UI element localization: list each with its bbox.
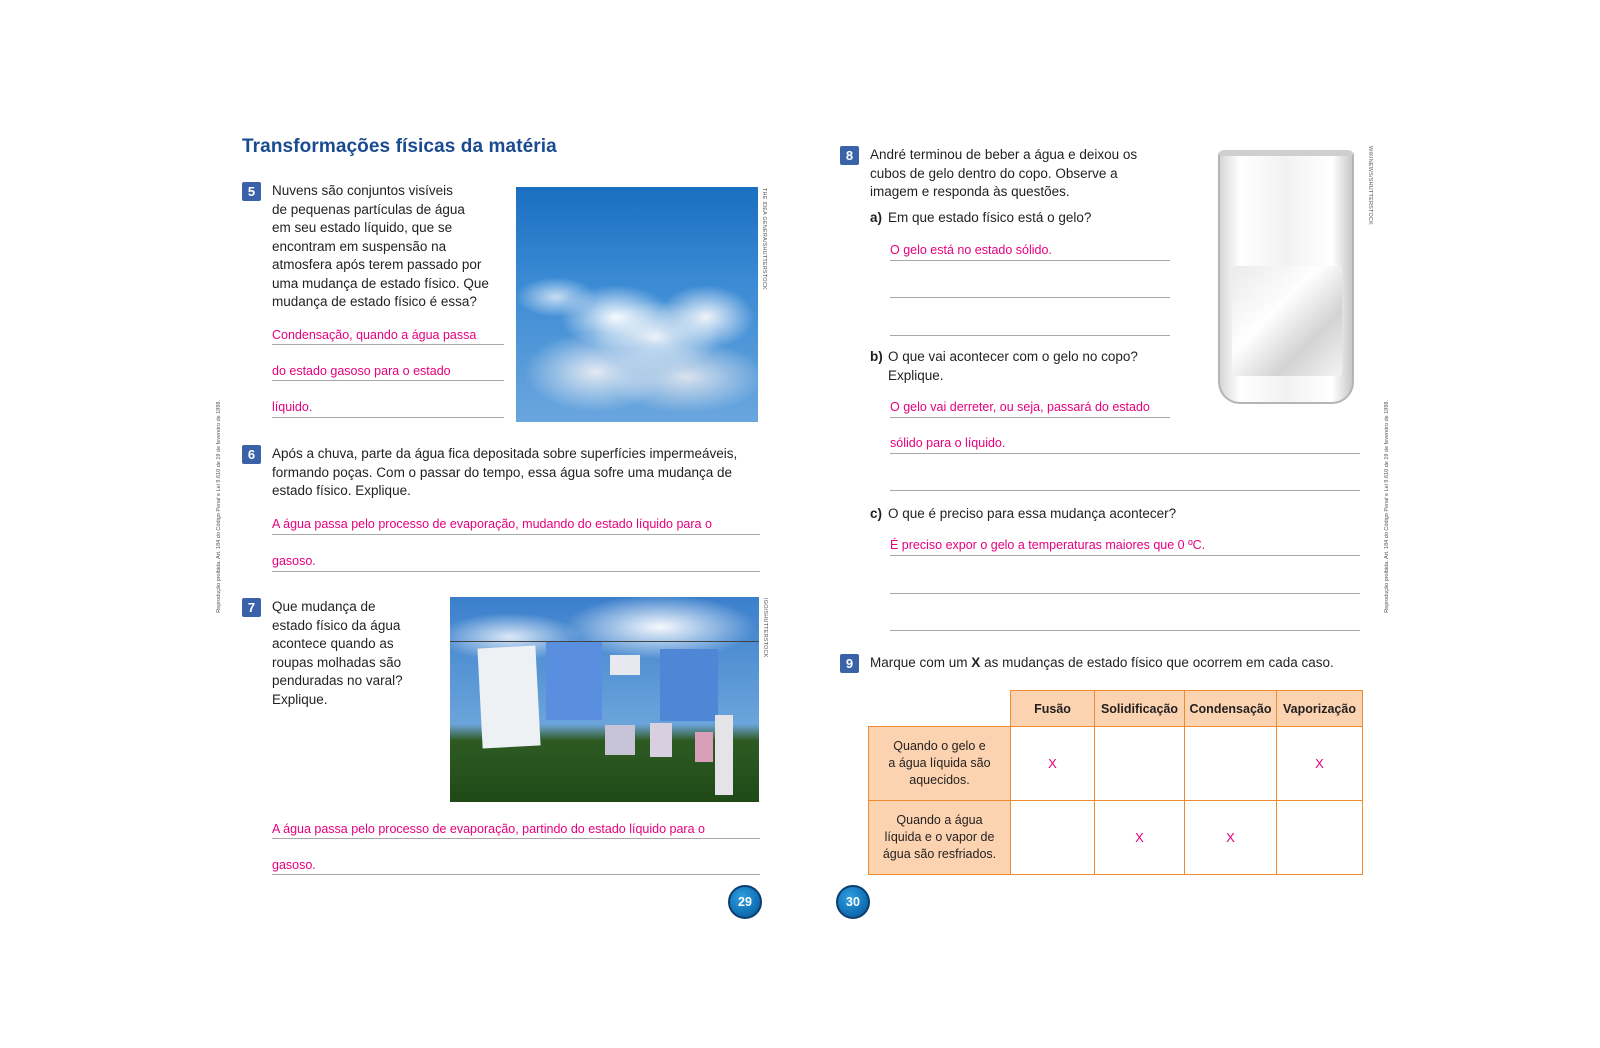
row-label-line: aquecidos. — [909, 773, 970, 787]
blue-cloth — [660, 649, 718, 721]
page-number-30: 30 — [836, 885, 870, 919]
page-title: Transformações físicas da matéria — [242, 136, 557, 157]
image-credit: THE IDEA GENERA/SHUTTERSTOCK — [761, 188, 767, 290]
page-number-29: 29 — [728, 885, 762, 919]
legal-notice-right: Reprodução proibida. Art. 184 do Código Penal e Lei 9.610 de 19 de fevereiro de 1998. — [1384, 400, 1390, 613]
row-label-line: a água líquida são — [888, 756, 991, 770]
q5-line: atmosfera após terem passado por — [272, 257, 482, 272]
column-header-fusao: Fusão — [1011, 691, 1095, 727]
q5-answer-line-1: Condensação, quando a água passa — [272, 328, 477, 342]
answer-rule — [890, 297, 1170, 298]
mark-cell: X — [1185, 801, 1277, 875]
q8-line: cubos de gelo dentro do copo. Observe a — [870, 165, 1118, 181]
q5-line: em seu estado líquido, que se — [272, 220, 453, 235]
mark-cell — [1185, 727, 1277, 801]
q8b-line: Explique. — [888, 367, 944, 383]
q8b-question — [888, 348, 1138, 385]
q7-line: Explique. — [272, 691, 328, 707]
row-label-line: água são resfriados. — [882, 847, 997, 861]
q5-line: encontram em suspensão na — [272, 238, 447, 254]
question-8-text — [870, 146, 1200, 202]
cloth-piece — [695, 732, 713, 762]
row-label-line: líquida e o vapor de — [884, 830, 995, 844]
cloth-piece — [605, 725, 635, 755]
column-header-solidificacao: Solidificação — [1095, 691, 1185, 727]
q6-answer-line-2: gasoso. — [272, 554, 316, 568]
mark-cell — [1095, 727, 1185, 801]
mark-cell — [1277, 801, 1363, 875]
q5-answer-line-3: líquido. — [272, 400, 313, 414]
q8c-question: O que é preciso para essa mudança acontecer? — [888, 506, 1177, 521]
q8c-label: c) — [870, 506, 883, 521]
question-9-text — [870, 654, 1334, 673]
cloth-piece — [715, 715, 733, 795]
glass-with-ice-photo — [1218, 150, 1354, 404]
column-header-condensacao: Condensação — [1185, 691, 1277, 727]
q7-line: roupas molhadas são — [272, 654, 402, 670]
q5-answer-line-2: do estado gasoso para o estado — [272, 364, 451, 378]
answer-rule — [272, 534, 760, 535]
q5-line: Nuvens são conjuntos visíveis — [272, 183, 453, 198]
q8-line: André terminou de beber a água e deixou os — [870, 147, 1138, 162]
q8a-label: a) — [870, 210, 883, 225]
q6-line: estado físico. Explique. — [272, 483, 411, 498]
answer-rule — [272, 417, 504, 418]
legal-notice-left: Reprodução proibida. Art. 184 do Código Penal e Lei 9.610 de 19 de fevereiro de 1998. — [216, 400, 222, 613]
q9-text-bold: X — [971, 655, 981, 670]
answer-rule — [890, 490, 1360, 491]
answer-rule — [890, 335, 1170, 336]
q8b-line: O que vai acontecer com o gelo no copo? — [888, 349, 1138, 364]
answer-rule — [272, 571, 760, 572]
question-5-text — [272, 182, 512, 312]
answer-rule — [272, 344, 504, 345]
question-9-number: 9 — [840, 654, 859, 673]
q5-line: mudança de estado físico é essa? — [272, 294, 477, 309]
image-credit: WIKINEWS/SHUTTERSTOCK — [1367, 146, 1373, 225]
answer-rule — [890, 593, 1360, 594]
row-label-line: Quando o gelo e — [893, 739, 986, 753]
state-change-table — [868, 690, 1363, 875]
q7-line: penduradas no varal? — [272, 673, 403, 688]
q6-answer-line-1: A água passa pelo processo de evaporação, mudando do estado líquido para o — [272, 517, 712, 531]
question-8-number: 8 — [840, 146, 859, 165]
mark-cell — [1011, 801, 1095, 875]
white-towel — [477, 646, 540, 749]
q5-line: de pequenas partículas de água — [272, 201, 465, 217]
q7-line: acontece quando as — [272, 636, 394, 651]
q8b-answer-line-2: sólido para o líquido. — [890, 436, 1006, 450]
ice-cubes — [1232, 266, 1342, 376]
clouds-photo — [516, 187, 758, 422]
q7-answer-line-2: gasoso. — [272, 858, 316, 872]
mark-cell: X — [1011, 727, 1095, 801]
q9-text-part: as mudanças de estado físico que ocorrem em cada caso. — [980, 655, 1334, 670]
answer-rule — [272, 380, 504, 381]
answer-rule — [890, 453, 1360, 454]
row-label-cooled — [869, 801, 1011, 875]
question-7-number: 7 — [242, 598, 261, 617]
row-label-heated — [869, 727, 1011, 801]
q8c-answer: É preciso expor o gelo a temperaturas maiores que 0 ºC. — [890, 538, 1206, 552]
q5-line: uma mudança de estado físico. Que — [272, 275, 489, 291]
q8-line: imagem e responda às questões. — [870, 184, 1070, 199]
row-label-line: Quando a água — [896, 813, 983, 827]
q9-text-part: Marque com um — [870, 655, 972, 670]
table-row — [869, 801, 1363, 875]
answer-rule — [890, 630, 1360, 631]
clothesline-rope — [450, 641, 759, 642]
q6-line: formando poças. Com o passar do tempo, essa água sofre uma mudança de — [272, 464, 733, 480]
cloth-piece — [610, 655, 640, 675]
image-credit: IGO/SHUTTERSTOCK — [762, 598, 768, 658]
mark-cell: X — [1095, 801, 1185, 875]
q7-answer-line-1: A água passa pelo processo de evaporação, partindo do estado líquido para o — [272, 822, 705, 836]
cloth-piece — [650, 723, 672, 757]
answer-rule — [272, 874, 760, 875]
q8b-answer-line-1: O gelo vai derreter, ou seja, passará do estado — [890, 400, 1150, 414]
q8a-answer: O gelo está no estado sólido. — [890, 243, 1052, 257]
q8a-question: Em que estado físico está o gelo? — [888, 210, 1092, 225]
column-header-vaporizacao: Vaporização — [1277, 691, 1363, 727]
answer-rule — [890, 260, 1170, 261]
question-5-number: 5 — [242, 182, 261, 201]
q7-line: Que mudança de — [272, 599, 376, 614]
question-6-text — [272, 445, 772, 501]
table-corner — [869, 691, 1011, 727]
answer-rule — [890, 417, 1170, 418]
question-6-number: 6 — [242, 445, 261, 464]
mark-cell: X — [1277, 727, 1363, 801]
blue-cloth — [546, 642, 602, 720]
answer-rule — [890, 555, 1360, 556]
q7-line: estado físico da água — [272, 617, 401, 633]
table-row — [869, 727, 1363, 801]
question-7-text — [272, 598, 442, 709]
clothesline-photo — [450, 597, 759, 802]
q8b-label: b) — [870, 349, 883, 364]
answer-rule — [272, 838, 760, 839]
q6-line: Após a chuva, parte da água fica depositada sobre superfícies impermeáveis, — [272, 446, 738, 461]
